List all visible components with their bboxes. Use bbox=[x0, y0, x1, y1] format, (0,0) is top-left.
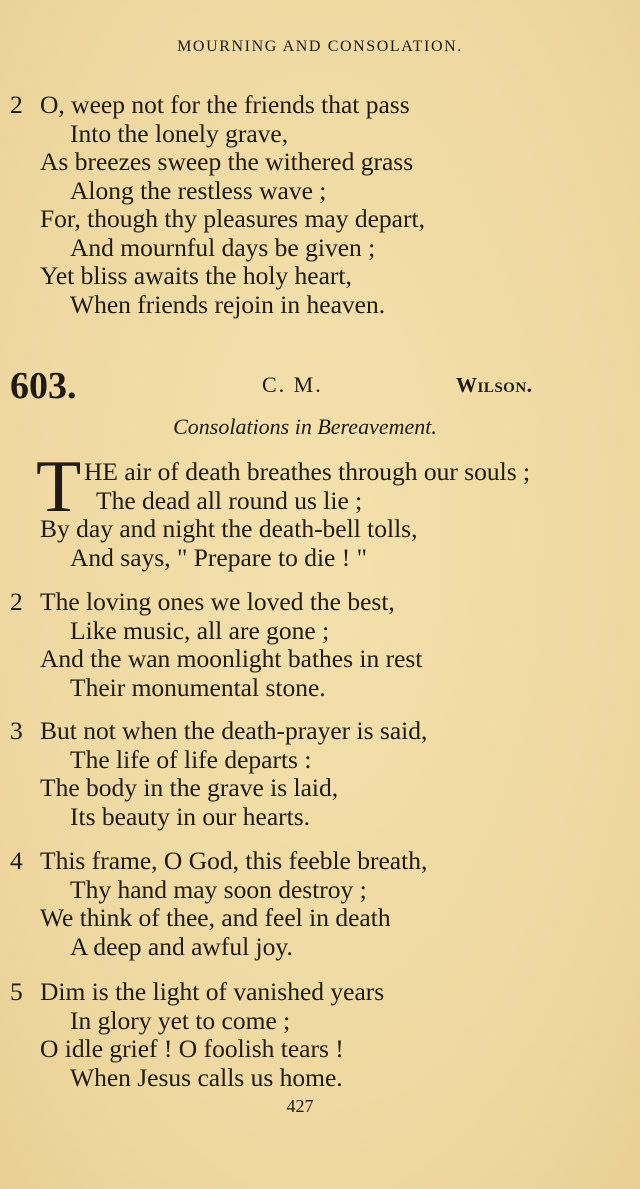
verse-line: Along the restless wave ; bbox=[70, 176, 327, 205]
running-head: MOURNING AND CONSOLATION. bbox=[177, 38, 463, 55]
verse-number: 3 bbox=[10, 716, 23, 745]
verse-line: When Jesus calls us home. bbox=[70, 1063, 343, 1092]
verse-line: Its beauty in our hearts. bbox=[70, 802, 311, 831]
hymn-tune: Wilson. bbox=[456, 373, 533, 397]
page-number: 427 bbox=[286, 1096, 314, 1116]
verse-line: We think of thee, and feel in death bbox=[40, 903, 391, 932]
verse-line: As breezes sweep the withered grass bbox=[40, 147, 414, 176]
hymn-meter: C. M. bbox=[262, 372, 323, 397]
verse-line: Yet bliss awaits the holy heart, bbox=[40, 261, 352, 290]
verse-line: Like music, all are gone ; bbox=[70, 616, 330, 645]
verse-line: By day and night the death-bell tolls, bbox=[40, 514, 418, 543]
verse-line: The life of life departs : bbox=[70, 745, 312, 774]
verse-number: 2 bbox=[10, 587, 23, 616]
verse-line: O idle grief ! O foolish tears ! bbox=[40, 1034, 344, 1063]
verse-number: 2 bbox=[10, 90, 23, 119]
verse-line: In glory yet to come ; bbox=[70, 1006, 291, 1035]
verse-number: 4 bbox=[10, 846, 23, 875]
verse-line: When friends rejoin in heaven. bbox=[70, 290, 386, 319]
verse-line: This frame, O God, this feeble breath, bbox=[40, 846, 428, 875]
verse-line: The dead all round us lie ; bbox=[96, 486, 363, 515]
verse-line: HE air of death breathes through our souls ; bbox=[84, 457, 531, 486]
verse-line: O, weep not for the friends that pass bbox=[40, 90, 410, 119]
verse-line: The body in the grave is laid, bbox=[40, 773, 339, 802]
verse-line: Their monumental stone. bbox=[70, 673, 326, 702]
verse-line: And says, " Prepare to die ! " bbox=[70, 543, 367, 572]
hymn-number: 603. bbox=[10, 365, 77, 407]
verse-line: Into the lonely grave, bbox=[70, 119, 289, 148]
verse-number: 5 bbox=[10, 977, 23, 1006]
drop-cap: T bbox=[36, 446, 82, 528]
verse-line: A deep and awful joy. bbox=[70, 932, 293, 961]
hymn-title: Consolations in Bereavement. bbox=[173, 414, 437, 439]
verse-line: But not when the death-prayer is said, bbox=[40, 716, 428, 745]
verse-line: Dim is the light of vanished years bbox=[40, 977, 385, 1006]
verse-line: Thy hand may soon destroy ; bbox=[70, 875, 367, 904]
verse-line: For, though thy pleasures may depart, bbox=[40, 204, 425, 233]
verse-line: And mournful days be given ; bbox=[70, 233, 376, 262]
verse-line: The loving ones we loved the best, bbox=[40, 587, 395, 616]
hymn-heading bbox=[0, 364, 640, 408]
verse-line: And the wan moonlight bathes in rest bbox=[40, 644, 423, 673]
